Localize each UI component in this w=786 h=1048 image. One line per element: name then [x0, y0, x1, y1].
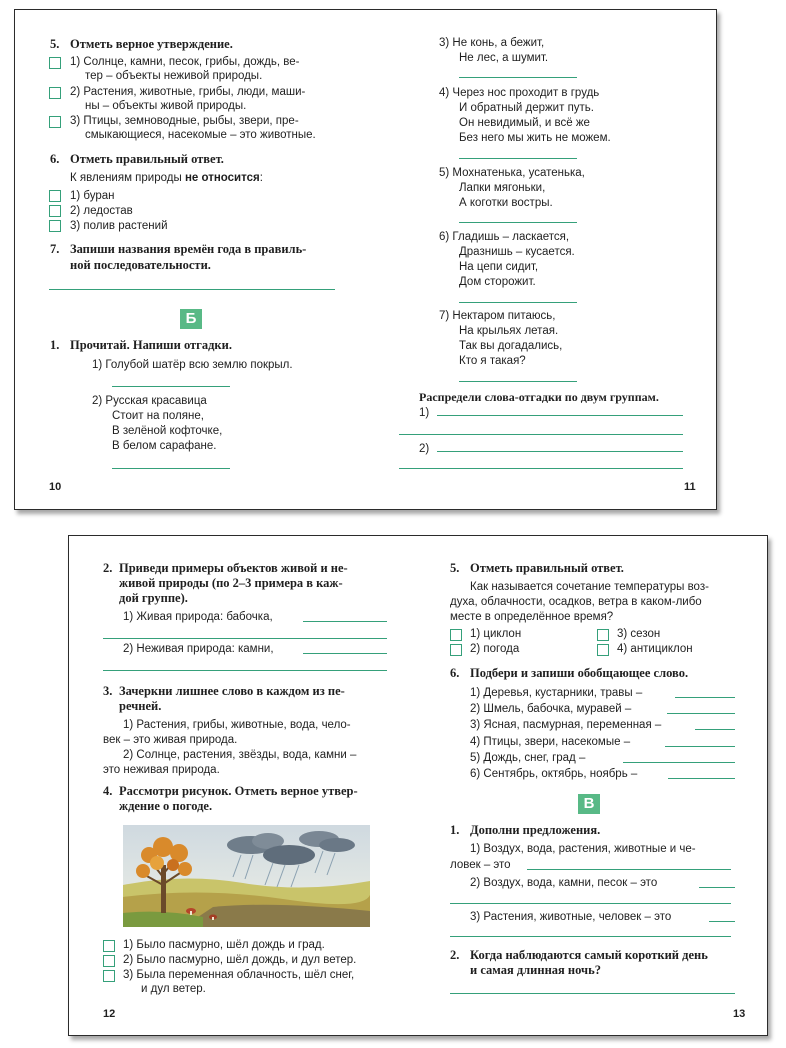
q5b-prompt-line3: месте в определённое время?	[450, 611, 614, 623]
q6-option2-label: 2) ледостав	[70, 205, 133, 217]
q5-option2-line2: ны – объекты живой природы.	[85, 100, 247, 112]
q4-option3-line2: и дул ветер.	[141, 983, 206, 995]
riddle5-line3: А коготки востры.	[459, 197, 553, 209]
riddle7-line4: Кто я такая?	[459, 355, 526, 367]
q6b-item5-answer-line[interactable]	[623, 762, 735, 763]
workbook-spread-pages-10-11	[14, 9, 717, 510]
riddle6-line2: Дразнишь – кусается.	[459, 246, 575, 258]
page-number-12: 12	[103, 1008, 116, 1020]
riddle1-answer-line[interactable]	[112, 386, 230, 387]
riddle2-line4: В белом сарафане.	[112, 440, 217, 452]
q5-option1-line1: 1) Солнце, камни, песок, грибы, дождь, ве-	[70, 56, 300, 68]
q6-number: 6.	[50, 152, 60, 166]
q2-living-answer-line-2[interactable]	[103, 638, 387, 639]
q5b-number: 5.	[450, 561, 460, 575]
q2-number: 2.	[103, 561, 113, 575]
page-number-13: 13	[733, 1008, 746, 1020]
riddle4-line2: И обратный держит путь.	[459, 102, 594, 114]
group2-answer-line-2[interactable]	[399, 468, 683, 469]
q6-option1-checkbox[interactable]	[49, 190, 61, 202]
q2-nonliving-answer-line[interactable]	[303, 653, 387, 654]
q6b-number: 6.	[450, 666, 460, 680]
riddle4-line4: Без него мы жить не можем.	[459, 132, 611, 144]
riddle5-line1: 5) Мохнатенька, усатенька,	[439, 167, 585, 179]
q2b-number: 2.	[450, 948, 460, 962]
riddle7-line1: 7) Нектаром питаюсь,	[439, 310, 556, 322]
riddle6-answer-line[interactable]	[459, 302, 577, 303]
q6b-item5: 5) Дождь, снег, град –	[470, 752, 586, 764]
q1b-s2: 2) Воздух, вода, камни, песок – это	[470, 877, 658, 889]
q5b-option3-label: 3) сезон	[617, 628, 661, 640]
page-number-11: 11	[684, 481, 696, 493]
q5b-title: Отметь правильный ответ.	[470, 561, 624, 575]
q5-title: Отметь верное утверждение.	[70, 37, 233, 51]
riddle7-line3: Так вы догадались,	[459, 340, 563, 352]
q5b-option4-label: 4) антициклон	[617, 643, 693, 655]
riddle2-line3: В зелёной кофточке,	[112, 425, 223, 437]
q6-option3-label: 3) полив растений	[70, 220, 168, 232]
page-13	[415, 536, 769, 1035]
q2-living-answer-line[interactable]	[303, 621, 387, 622]
q1b-title: Дополни предложения.	[470, 823, 601, 837]
q2b-answer-line[interactable]	[450, 993, 735, 994]
q6-option3-checkbox[interactable]	[49, 220, 61, 232]
distribute-title: Распредели слова-отгадки по двум группам.	[419, 390, 659, 404]
riddle2-answer-line[interactable]	[112, 468, 230, 469]
q2b-title-line2: и самая длинная ночь?	[470, 963, 601, 977]
q3-number: 3.	[103, 684, 113, 698]
q4-title-line2: ждение о погоде.	[119, 799, 213, 813]
q6-title: Отметь правильный ответ.	[70, 152, 224, 166]
q3-item2-line1: 2) Солнце, растения, звёзды, вода, камни –	[123, 749, 357, 761]
riddle3-line2: Не лес, а шумит.	[459, 52, 549, 64]
q3-title-line2: речней.	[119, 699, 162, 713]
section-badge-b: Б	[180, 309, 202, 329]
q6b-item3-answer-line[interactable]	[695, 729, 735, 730]
q1b-s1-answer-line[interactable]	[527, 869, 731, 870]
q5-option3-line2: смыкающиеся, насекомые – это животные.	[85, 129, 316, 141]
riddle3-answer-line[interactable]	[459, 77, 577, 78]
q4-option1-label: 1) Было пасмурно, шёл дождь и град.	[123, 939, 325, 951]
q5b-prompt-line1: Как называется сочетание температуры воз-	[470, 581, 709, 593]
q1b-s1-line1: 1) Воздух, вода, растения, животные и че-	[470, 843, 696, 855]
group2-answer-line[interactable]	[437, 451, 683, 452]
q5-option3-line1: 3) Птицы, земноводные, рыбы, звери, пре-	[70, 115, 299, 127]
riddle6-line4: Дом сторожит.	[459, 276, 536, 288]
page-12	[69, 536, 415, 1035]
workbook-spread-pages-12-13	[68, 535, 768, 1036]
q6b-item1-answer-line[interactable]	[675, 697, 735, 698]
q6b-item2-answer-line[interactable]	[667, 713, 735, 714]
autumn-landscape-image	[123, 825, 370, 927]
riddles-q1-number: 1.	[50, 338, 60, 352]
riddles-q1-title: Прочитай. Напиши отгадки.	[70, 338, 232, 352]
q2-title-line2: живой природы (по 2–3 примера в каж-	[119, 576, 343, 590]
q7-title-line1: Запиши названия времён года в правиль-	[70, 242, 307, 256]
q1b-s3-answer-line[interactable]	[709, 921, 735, 922]
riddle2-line1: 2) Русская красавица	[92, 395, 207, 407]
riddle6-line1: 6) Гладишь – ласкается,	[439, 231, 570, 243]
group2-label: 2)	[419, 443, 430, 455]
q5b-option2-checkbox[interactable]	[450, 644, 462, 656]
q2-nonliving-label: 2) Неживая природа: камни,	[123, 643, 274, 655]
q6-prompt-bold: не относится	[184, 172, 260, 184]
q5-option3-checkbox[interactable]	[49, 116, 61, 128]
q7-answer-line[interactable]	[49, 289, 335, 290]
q5-option1-line2: тер – объекты неживой природы.	[85, 70, 263, 82]
q6b-item2: 2) Шмель, бабочка, муравей –	[470, 703, 632, 715]
q5b-option2-label: 2) погода	[470, 643, 520, 655]
q4-option1-checkbox[interactable]	[103, 940, 115, 952]
q1b-s2-answer-line-2[interactable]	[450, 903, 731, 904]
q6b-title: Подбери и запиши обобщающее слово.	[470, 666, 689, 680]
page-number-10: 10	[49, 481, 62, 493]
q3-item1-line2: век – это живая природа.	[103, 734, 238, 746]
q6b-item3: 3) Ясная, пасмурная, переменная –	[470, 719, 662, 731]
q6-prompt-end: :	[259, 172, 263, 184]
q5-option2-checkbox[interactable]	[49, 87, 61, 99]
q2-living-label: 1) Живая природа: бабочка,	[123, 611, 273, 623]
q2-title-line3: дой группе).	[119, 591, 188, 605]
q5-number: 5.	[50, 37, 60, 51]
q6b-item1: 1) Деревья, кустарники, травы –	[470, 687, 643, 699]
q3-item1-line1: 1) Растения, грибы, животные, вода, чело-	[123, 719, 351, 731]
q6b-item4-answer-line[interactable]	[665, 746, 735, 747]
riddle5-answer-line[interactable]	[459, 222, 577, 223]
group1-answer-line[interactable]	[437, 415, 683, 416]
q5b-prompt-line2: духа, облачности, осадков, ветра в каком-либо	[450, 596, 702, 608]
riddle7-answer-line[interactable]	[459, 381, 577, 382]
weather-illustration	[123, 825, 370, 927]
q6-prompt-start: К явлениям природы	[70, 172, 185, 184]
page-11	[367, 10, 718, 509]
q4-option3-line1: 3) Была переменная облачность, шёл снег,	[123, 969, 355, 981]
riddle7-line2: На крыльях летая.	[459, 325, 559, 337]
riddle2-line2: Стоит на поляне,	[112, 410, 204, 422]
q1b-s2-answer-line[interactable]	[699, 887, 735, 888]
q2-nonliving-answer-line-2[interactable]	[103, 670, 387, 671]
q3-title-line1: Зачеркни лишнее слово в каждом из пе-	[119, 684, 345, 698]
q5-option2-line1: 2) Растения, животные, грибы, люди, маши-	[70, 86, 306, 98]
q4-option2-label: 2) Было пасмурно, шёл дождь, и дул ветер.	[123, 954, 357, 966]
q4-number: 4.	[103, 784, 113, 798]
q5b-option1-label: 1) циклон	[470, 628, 522, 640]
q4-option2-checkbox[interactable]	[103, 955, 115, 967]
group1-label: 1)	[419, 407, 430, 419]
q1b-s1-line2: ловек – это	[450, 859, 511, 871]
q2-title-line1: Приведи примеры объектов живой и не-	[119, 561, 348, 575]
q4-title-line1: Рассмотри рисунок. Отметь верное утвер-	[119, 784, 358, 798]
page-10	[15, 10, 367, 509]
riddle5-line2: Лапки мягоньки,	[459, 182, 546, 194]
q6-option1-label: 1) буран	[70, 190, 115, 202]
q6b-item6: 6) Сентябрь, октябрь, ноябрь –	[470, 768, 638, 780]
q3-item2-line2: это неживая природа.	[103, 764, 220, 776]
q6b-item6-answer-line[interactable]	[668, 778, 735, 779]
q1b-s3-answer-line-2[interactable]	[450, 936, 731, 937]
q7-title-line2: ной последовательности.	[70, 258, 211, 272]
q6-option2-checkbox[interactable]	[49, 205, 61, 217]
q7-number: 7.	[50, 242, 60, 256]
q6b-item4: 4) Птицы, звери, насекомые –	[470, 736, 631, 748]
q1b-number: 1.	[450, 823, 460, 837]
riddle4-line1: 4) Через нос проходит в грудь	[439, 87, 600, 99]
riddle4-line3: Он невидимый, и всё же	[459, 117, 590, 129]
riddle3-line1: 3) Не конь, а бежит,	[439, 37, 545, 49]
q2b-title-line1: Когда наблюдаются самый короткий день	[470, 948, 708, 962]
q5b-option3-checkbox[interactable]	[597, 629, 609, 641]
q5b-option4-checkbox[interactable]	[597, 644, 609, 656]
section-badge-v: В	[578, 794, 600, 814]
q1b-s3: 3) Растения, животные, человек – это	[470, 911, 672, 923]
riddle6-line3: На цепи сидит,	[459, 261, 539, 273]
q5b-option1-checkbox[interactable]	[450, 629, 462, 641]
q4-option3-checkbox[interactable]	[103, 970, 115, 982]
riddle1-text: 1) Голубой шатёр всю землю покрыл.	[92, 359, 293, 371]
riddle4-answer-line[interactable]	[459, 158, 577, 159]
group1-answer-line-2[interactable]	[399, 434, 683, 435]
q6-prompt	[70, 171, 263, 186]
q5-option1-checkbox[interactable]	[49, 57, 61, 69]
